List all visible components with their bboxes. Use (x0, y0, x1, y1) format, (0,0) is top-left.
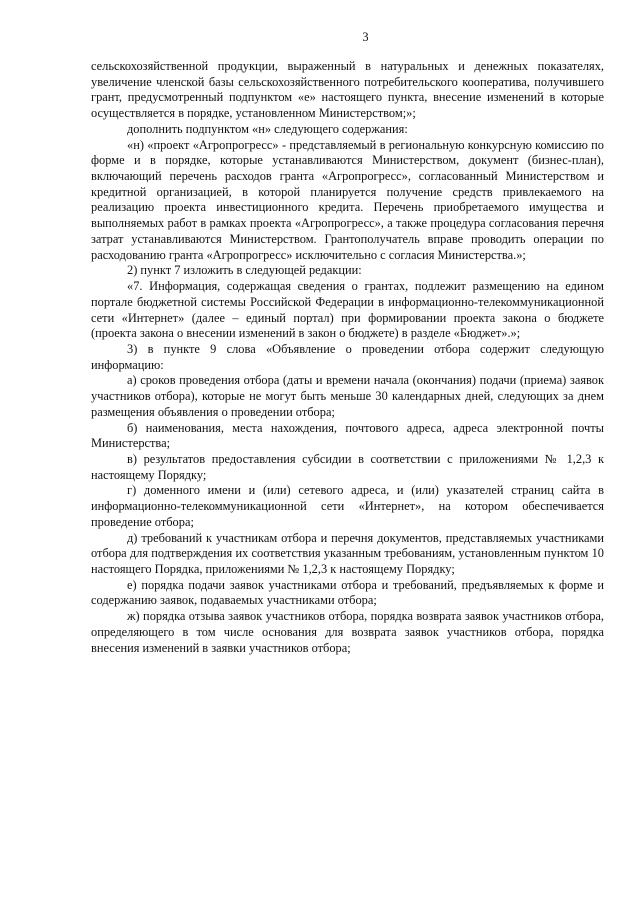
paragraph-subpoint-n: «н) «проект «Агропрогресс» - представляемый в региональную конкурсную комиссию по форме и в порядке, которые устанавливаются Министерством, документ (бизнес-план), включающий перечень расходов гранта «Агропрогресс», согласованный Министерством и кредитной организацией, в которой планируется получение средств привлекаемого на реализацию проекта инвестиционного кредита. Перечень приобретаемого имущества и выполняемых работ в рамках проекта «Агропрогресс», а также процедура согласования перечня затрат устанавливаются Министерством. Грантополучатель вправе проводить операции по расходованию гранта «Агропрогресс» исключительно с согласия Министерства.»; (91, 137, 604, 262)
list-item-e: е) порядка подачи заявок участниками отбора и требований, предъявляемых к форме и содержанию заявок, подаваемых участниками отбора; (91, 577, 604, 608)
list-item-v: в) результатов предоставления субсидии в соответствии с приложениями № 1,2,3 к настоящему Порядку; (91, 451, 604, 482)
paragraph-add-subpoint-n: дополнить подпунктом «н» следующего содержания: (127, 121, 408, 136)
list-item-zh: ж) порядка отзыва заявок участников отбора, порядка возврата заявок участников отбора, определяющего в том числе основания для возврата заявок участников отбора, порядка внесения изменений в заявки участников отбора; (91, 609, 604, 655)
paragraph-continuation: сельскохозяйственной продукции, выраженный в натуральных и денежных показателях, увеличение членской базы сельскохозяйственного потребительского кооператива, получившего грант, предусмотренный подпунктом «е» настоящего пункта, внесение изменений в которые осуществляется в порядке, установленном Министерством;»; (91, 59, 604, 121)
paragraph-point-3: 3) в пункте 9 слова «Объявление о проведении отбора содержит следующую информацию: (91, 341, 604, 372)
list-item-b: б) наименования, места нахождения, почтового адреса, адреса электронной почты Министерства; (91, 420, 604, 451)
list-item-a: а) сроков проведения отбора (даты и времени начала (окончания) подачи (приема) заявок участников отбора), которые не могут быть меньше 30 календарных дней, следующих за днем размещения объявления о проведении отбора; (91, 373, 604, 419)
paragraph-point-2: 2) пункт 7 изложить в следующей редакции: (127, 263, 362, 278)
paragraph-point-7-text: «7. Информация, содержащая сведения о грантах, подлежит размещению на едином портале бюджетной системы Российской Федерации в информационно-телекоммуникационной сети «Интернет» (далее – единый портал) при формировании проекта закона о бюджете (проекта закона о внесении изменений в закон о бюджете) в разделе «Бюджет».»; (91, 279, 604, 341)
list-item-d: д) требований к участникам отбора и перечня документов, представляемых участниками отбора для подтверждения их соответствия указанным требованиям, установленным пунктом 10 настоящего Порядка, приложениями № 1,2,3 к настоящему Порядку; (91, 530, 604, 576)
page-number: 3 (362, 30, 369, 44)
list-item-g: г) доменного имени и (или) сетевого адреса, и (или) указателей страниц сайта в информационно-телекоммуникационной сети «Интернет», на котором обеспечивается проведение отбора; (91, 483, 604, 529)
